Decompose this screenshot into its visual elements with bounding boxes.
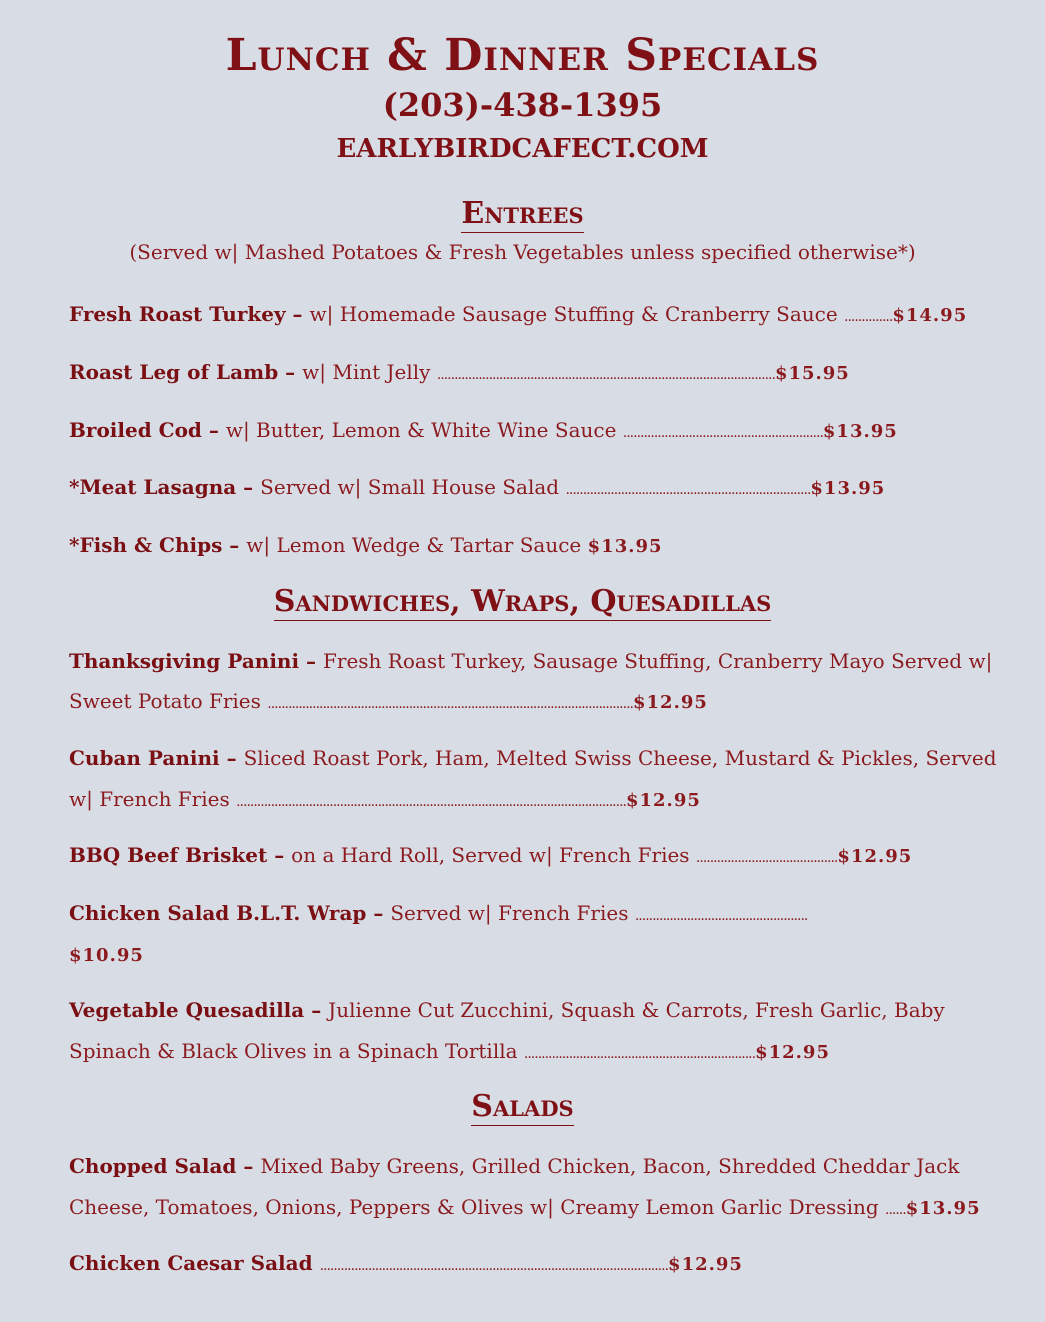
item-price: $12.95 — [755, 1042, 830, 1063]
item-description: w| French Fries — [69, 787, 237, 811]
menu-item: Vegetable Quesadilla – Julienne Cut Zucchini, Squash & Carrots, Fresh Garlic, Baby — [69, 998, 945, 1022]
item-name: Fresh Roast Turkey — [69, 302, 286, 326]
menu-item: Cuban Panini – Sliced Roast Pork, Ham, Melted Swiss Cheese, Mustard & Pickles, Served — [69, 746, 997, 770]
item-price: $13.95 — [822, 421, 898, 442]
item-price: $12.95 — [633, 692, 708, 713]
dot-leader: ..................................................................................................... — [319, 1258, 669, 1274]
item-name: *Fish & Chips — [69, 533, 223, 557]
menu-item: Chicken Salad B.L.T. Wrap – Served w| French Fries .................................................. — [69, 901, 808, 925]
item-description: w| Lemon Wedge & Tartar Sauce — [246, 533, 588, 557]
dot-leader: .................................................................................................. — [436, 367, 775, 383]
menu-item-continued — [69, 688, 708, 717]
item-description: w| Butter, Lemon & White Wine Sauce — [225, 418, 623, 442]
menu-item: Roast Leg of Lamb – w| Mint Jelly ..................................................................................................$15.95 — [69, 360, 850, 384]
item-name: Vegetable Quesadilla — [69, 998, 305, 1022]
dot-leader: ......................................... — [695, 850, 838, 866]
menu-item-continued — [69, 786, 701, 815]
menu-item: Chopped Salad – Mixed Baby Greens, Grilled Chicken, Bacon, Shredded Cheddar Jack — [69, 1154, 960, 1178]
dot-leader: ................................................................... — [523, 1046, 756, 1062]
item-description: Mixed Baby Greens, Grilled Chicken, Bacon, Shredded Cheddar Jack — [260, 1154, 960, 1178]
item-description: w| Mint Jelly — [302, 360, 437, 384]
menu-item-continued — [69, 941, 144, 969]
menu-item-continued — [69, 1038, 830, 1067]
phone-number: (203)-438-1395 — [382, 86, 663, 124]
page-title: Lunch & Dinner Specials — [225, 30, 820, 81]
item-name: Chicken Salad B.L.T. Wrap — [69, 901, 367, 925]
entrees-note: (Served w| Mashed Potatoes & Fresh Vegetables unless specified otherwise*) — [129, 240, 916, 264]
item-description: Fresh Roast Turkey, Sausage Stuffing, Cranberry Mayo Served w| — [323, 649, 993, 673]
dot-leader: ...... — [885, 1202, 906, 1218]
item-description: Sweet Potato Fries — [69, 689, 268, 713]
menu-item — [69, 1250, 743, 1279]
item-description: Spinach & Black Olives in a Spinach Tortilla — [69, 1039, 524, 1063]
item-price: $15.95 — [774, 363, 850, 384]
item-name: Chopped Salad — [69, 1154, 237, 1178]
section-title-entrees: Entrees — [461, 196, 584, 231]
website-address: EARLYBIRDCAFECT.COM — [336, 134, 709, 164]
item-name: *Meat Lasagna — [69, 475, 237, 499]
item-price: $13.95 — [587, 536, 663, 557]
item-name: Broiled Cod — [69, 418, 202, 442]
menu-item-continued — [69, 1194, 981, 1223]
item-price: $13.95 — [810, 478, 886, 499]
dot-leader: .......................................................... — [622, 425, 823, 441]
menu-item: Fresh Roast Turkey – w| Homemade Sausage Stuffing & Cranberry Sauce ..............$14.95 — [69, 302, 968, 326]
item-description: Served w| Small House Salad — [260, 475, 566, 499]
item-price: $13.95 — [905, 1198, 981, 1219]
item-description: Cheese, Tomatoes, Onions, Peppers & Olives w| Creamy Lemon Garlic Dressing — [69, 1195, 886, 1219]
item-name: Cuban Panini — [69, 746, 220, 770]
item-name: Roast Leg of Lamb — [69, 360, 279, 384]
section-title-salads: Salads — [471, 1089, 574, 1124]
menu-item: BBQ Beef Brisket – on a Hard Roll, Served w| French Fries .........................................$12.95 — [69, 843, 913, 867]
item-price: $14.95 — [892, 305, 968, 326]
menu-item: *Fish & Chips – w| Lemon Wedge & Tartar Sauce $13.95 — [69, 533, 663, 557]
item-name: Chicken Caesar Salad — [69, 1251, 313, 1275]
item-price: $12.95 — [837, 846, 913, 867]
dot-leader: .................................................. — [634, 908, 808, 924]
item-price: $12.95 — [668, 1254, 743, 1275]
item-description: Served w| French Fries — [390, 901, 635, 925]
item-name: BBQ Beef Brisket — [69, 843, 268, 867]
item-description: on a Hard Roll, Served w| French Fries — [291, 843, 696, 867]
menu-item: Broiled Cod – w| Butter, Lemon & White Wine Sauce ..........................................................$13.95 — [69, 418, 898, 442]
item-description: Julienne Cut Zucchini, Squash & Carrots, Fresh Garlic, Baby — [328, 998, 945, 1022]
item-name: Thanksgiving Panini — [69, 649, 300, 673]
dot-leader: .............. — [844, 309, 893, 325]
item-price: $10.95 — [69, 945, 144, 966]
item-price: $12.95 — [625, 790, 701, 811]
dot-leader: ................................................................................................................. — [236, 794, 626, 810]
item-description: w| Homemade Sausage Stuffing & Cranberry Sauce — [309, 302, 845, 326]
menu-item: *Meat Lasagna – Served w| Small House Salad .......................................................................$13.95 — [69, 475, 886, 499]
dot-leader: .......................................................................................................... — [267, 696, 633, 712]
section-title-sandwiches: Sandwiches, Wraps, Quesadillas — [273, 584, 772, 619]
dot-leader: ....................................................................... — [565, 482, 811, 498]
item-description: Sliced Roast Pork, Ham, Melted Swiss Cheese, Mustard & Pickles, Served — [243, 746, 997, 770]
menu-item: Thanksgiving Panini – Fresh Roast Turkey, Sausage Stuffing, Cranberry Mayo Served w| — [69, 649, 993, 673]
